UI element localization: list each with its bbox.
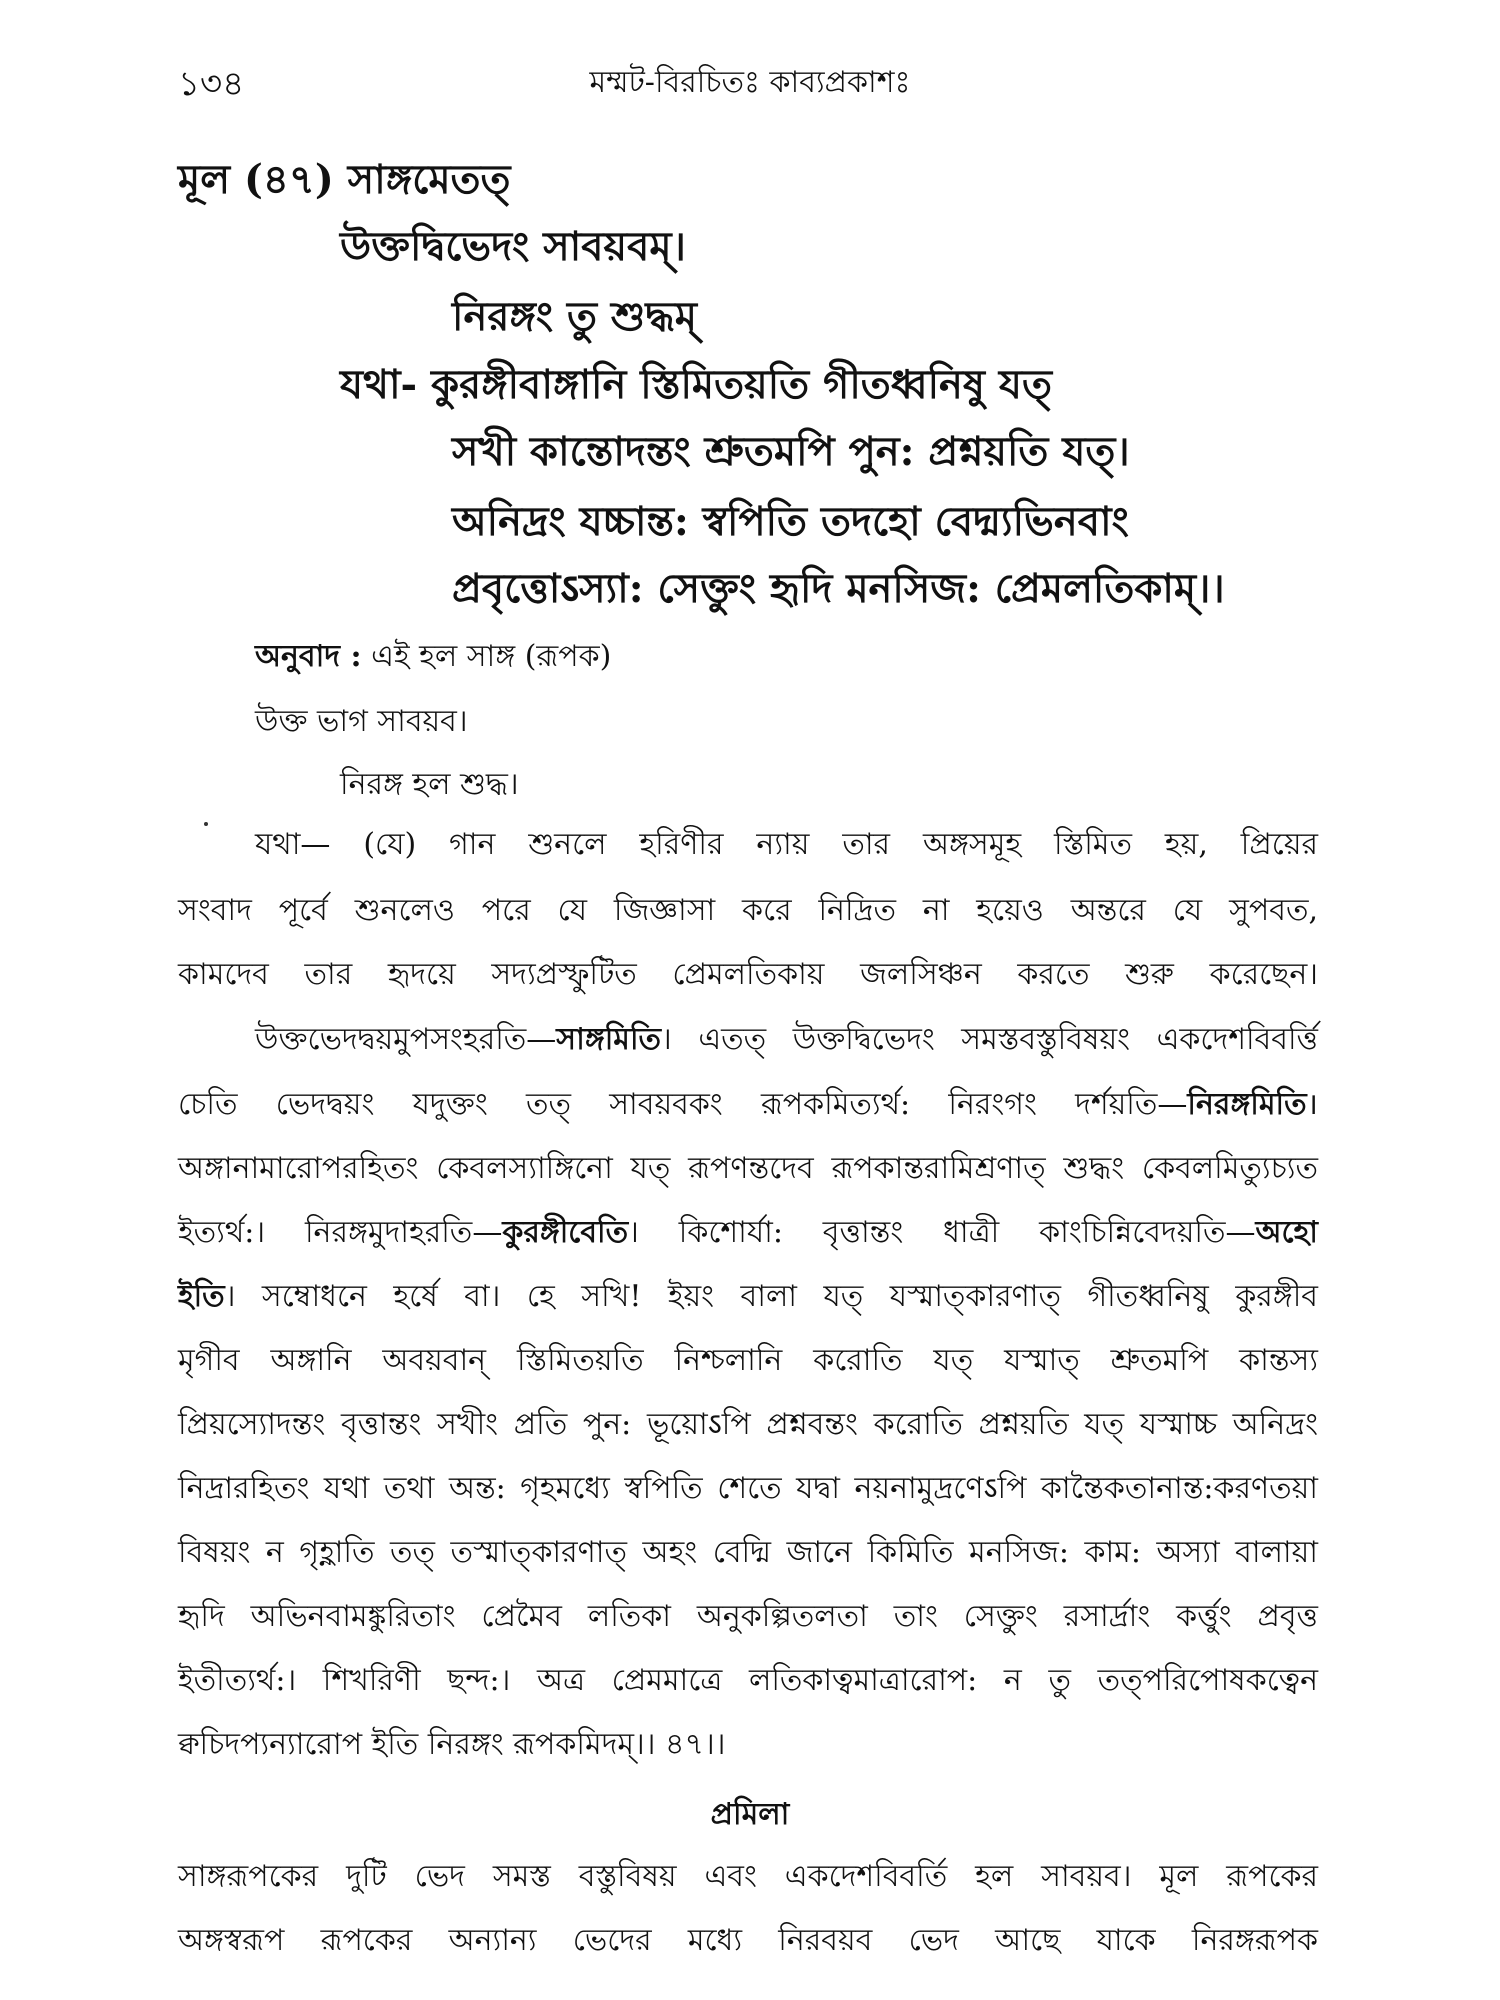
anubad-para-2: সংবাদ পূর্বে শুনলেও পরে যে জিজ্ঞাসা করে নিদ্রিত না হয়েও অন্তরে যে সুপবত, — [178, 893, 1318, 928]
anubad-line-3: নিরঙ্গ হল শুদ্ধ। — [340, 767, 519, 802]
commentary-text: । — [1306, 1087, 1318, 1122]
commentary-text: । কিশোর্যা: বৃত্তান্তং ধাত্রী কাংচিন্নিবেদয়তি— — [628, 1215, 1256, 1250]
pratika-nirangam: নিরঙ্গমিতি — [1187, 1087, 1307, 1122]
commentary-line-5 — [178, 1272, 1318, 1323]
anubad-line-1 — [255, 632, 611, 683]
yatha-label: যথা- — [340, 361, 418, 408]
anubad-line-2: উক্ত ভাগ সাবয়ব। — [255, 704, 468, 739]
mula-line-2: উক্তদ্বিভেদং সাবয়বম্। — [340, 223, 686, 270]
commentary-line-7: প্রিয়স্যোদন্তং বৃত্তান্তং সখীং প্রতি পুন: ভূয়োऽপি প্রশ্নবন্তং করোতি প্রশ্নয়তি যত্ যস্মাচ্চ অনিদ্রং — [178, 1407, 1318, 1442]
page-number: ১৩৪ — [178, 64, 245, 104]
pratika-kurangi: কুরঙ্গীবেতি — [502, 1215, 629, 1250]
anubad-label: অনুবাদ : — [255, 639, 362, 674]
commentary-line-9: বিষয়ং ন গৃহ্ণাতি তত্ তস্মাত্কারণাত্ অহং বেদ্মি জানে কিমিতি মনসিজ: কাম: অস্যা বালায়া — [178, 1535, 1318, 1570]
commentary-text: ইত্যর্থ:। নিরঙ্গমুদাহরতি— — [178, 1215, 503, 1250]
pramila-para-1: সাঙ্গরূপকের দুটি ভেদ সমস্ত বস্তুবিষয় এবং একদেশবিবর্তি হল সাবয়ব। মূল রূপকের — [178, 1859, 1318, 1894]
commentary-line-2 — [178, 1080, 1318, 1131]
mula-text-1: সাঙ্গমেতত্ — [347, 156, 511, 203]
pramila-heading: প্রমিলা — [710, 1797, 790, 1832]
anubad-para-3: কামদেব তার হৃদয়ে সদ্যপ্রস্ফুটিত প্রেমলতিকায় জলসিঞ্চন করতে শুরু করেছেন। — [178, 957, 1318, 992]
running-title: মম্মট-বিরচিতঃ কাব্যপ্রকাশঃ — [589, 65, 911, 100]
pramila-para-2: অঙ্গস্বরূপ রূপকের অন্যান্য ভেদের মধ্যে নিরবয়ব ভেদ আছে যাকে নিরঙ্গরূপক — [178, 1923, 1318, 1958]
commentary-line-10: হৃদি অভিনবামঙ্কুরিতাং প্রেমৈব লতিকা অনুকল্পিতলতা তাং সেক্তুং রসার্দ্রাং কর্ত্তুং প্রবৃত্ত — [178, 1599, 1318, 1634]
commentary-text: উক্তভেদদ্বয়মুপসংহরতি— — [255, 1022, 557, 1057]
commentary-text: । সম্বোধনে হর্ষে বা। হে সখি! ইয়ং বালা যত্ যস্মাত্কারণাত্ গীতধ্বনিষু কুরঙ্গীব — [224, 1279, 1318, 1314]
commentary-text: চেতি ভেদদ্বয়ং যদুক্তং তত্ সাবয়বকং রূপকমিত্যর্থ: নিরংগং দর্শয়তি— — [178, 1087, 1188, 1122]
verse-line-2: সখী কান্তোদন্তং শ্রুতমপি পুন: প্রশ্নয়তি যত্। — [452, 428, 1130, 475]
commentary-line-6: মৃগীব অঙ্গানি অবয়বান্ স্তিমিতয়তি নিশ্চলানি করোতি যত্ যস্মাত্ শ্রুতমপি কান্তস্য — [178, 1343, 1318, 1378]
anubad-para-1: যথা— (যে) গান শুনলে হরিণীর ন্যায় তার অঙ্গসমূহ স্তিমিত হয়, প্রিয়ের — [255, 827, 1318, 862]
anubad-text-1: এই হল সাঙ্গ (রূপক) — [371, 639, 612, 674]
commentary-line-1 — [255, 1015, 1318, 1066]
mula-line-1 — [178, 148, 511, 215]
verse-text-1: কুরঙ্গীবাঙ্গানি স্তিমিতয়তি গীতধ্বনিষু যত্ — [431, 361, 1052, 408]
commentary-line-12: ক্বচিদপ্যন্যারোপ ইতি নিরঙ্গং রূপকমিদম্।। ৪৭।। — [178, 1727, 726, 1762]
pratika-aho: অহো — [1255, 1215, 1318, 1250]
mula-line-3: নিরঙ্গং তু শুদ্ধম্ — [452, 293, 697, 340]
commentary-line-11: ইতীত্যর্থ:। শিখরিণী ছন্দ:। অত্র প্রেমমাত্রে লতিকাত্বমাত্রারোপ: ন তু তত্পরিপোষকত্বেন — [178, 1663, 1318, 1698]
commentary-line-8: নিদ্রারহিতং যথা তথা অন্ত: গৃহমধ্যে স্বপিতি শেতে যদ্বা নয়নামুদ্রণেऽপি কান্তৈকতানান্ত:করণতয়া — [178, 1471, 1318, 1506]
verse-line-4: প্রবৃত্তোऽস্যা: সেক্তুং হৃদি মনসিজ: প্রেমলতিকাম্।। — [452, 565, 1225, 612]
verse-line-1 — [340, 353, 1052, 420]
commentary-line-4 — [178, 1208, 1318, 1259]
verse-line-3: অনিদ্রং যচ্চান্ত: স্বপিতি তদহো বেদ্ম্যভিনবাং — [452, 498, 1129, 545]
commentary-text: । এতত্ উক্তদ্বিভেদং সমস্তবস্তুবিষয়ং একদেশবিবর্ত্তি — [661, 1022, 1318, 1057]
pratika-iti: ইতি — [178, 1279, 225, 1314]
page-header — [178, 58, 1322, 108]
commentary-line-3: অঙ্গানামারোপরহিতং কেবলস্যাঙ্গিনো যত্ রূপণন্তদেব রূপকান্তরামিশ্রণাত্ শুদ্ধং কেবলমিত্যুচ্যত — [178, 1151, 1318, 1186]
ink-speck — [204, 822, 208, 826]
mula-label: মূল (৪৭) — [178, 156, 334, 203]
pratika-sangam: সাঙ্গমিতি — [556, 1022, 662, 1057]
